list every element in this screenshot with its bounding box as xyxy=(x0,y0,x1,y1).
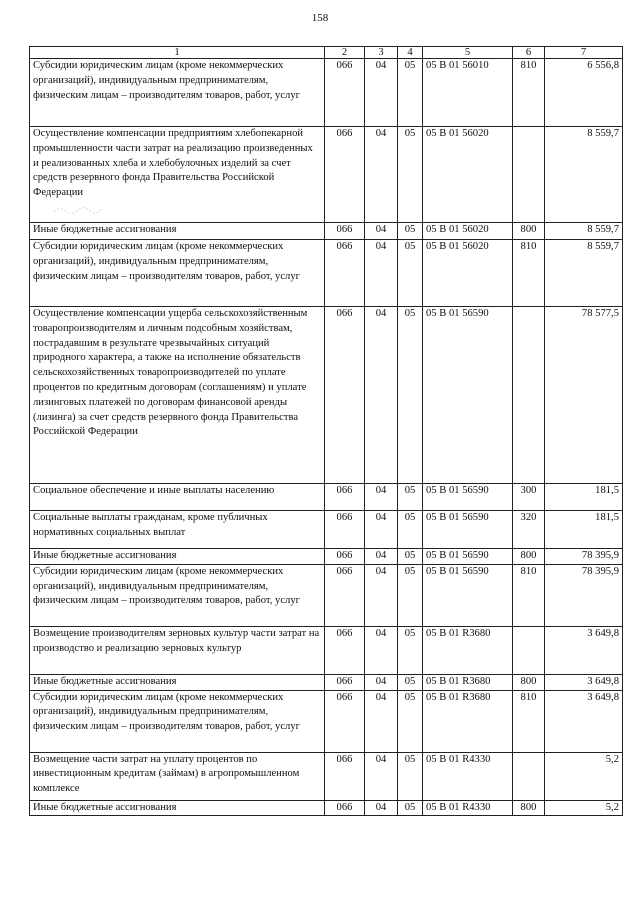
row-pr: 05 xyxy=(398,626,423,674)
row-pr: 05 xyxy=(398,511,423,549)
row-pr: 05 xyxy=(398,307,423,484)
header-col-4: 4 xyxy=(398,47,423,59)
row-pr: 05 xyxy=(398,674,423,690)
row-pr: 05 xyxy=(398,752,423,800)
table-row xyxy=(30,240,623,307)
row-sum: 181,5 xyxy=(545,484,623,511)
row-name: Осуществление компенсации ущерба сельскохозяйственным товаропроизводителям и личным подсобным хозяйствам, пострадавшим в результате чрезвычайных ситуаций природного характера, а также на исполнение обязательств сельскохозяйственных товаропроизводителей по уплате процентов по кредитным договорам (соглашениям) и уплате лизинговых платежей по договорам финансовой аренды (лизинга) за счет средств резервного фонда Правительства Российской Федерации xyxy=(30,307,325,484)
row-vr: 810 xyxy=(513,690,545,752)
row-vr: 300 xyxy=(513,484,545,511)
row-sum: 78 577,5 xyxy=(545,307,623,484)
row-ved: 066 xyxy=(325,127,365,223)
row-pr: 05 xyxy=(398,127,423,223)
row-csr: 05 В 01 R4330 xyxy=(423,752,513,800)
row-sum: 6 556,8 xyxy=(545,59,623,127)
header-col-5: 5 xyxy=(423,47,513,59)
row-csr: 05 В 01 R3680 xyxy=(423,690,513,752)
row-ved: 066 xyxy=(325,564,365,626)
row-sum: 78 395,9 xyxy=(545,549,623,565)
table-row xyxy=(30,690,623,752)
row-pr: 05 xyxy=(398,223,423,240)
row-name: Субсидии юридическим лицам (кроме некоммерческих организаций), индивидуальным предпринимателям, физическим лицам – производителям товаров, работ, услуг xyxy=(30,240,325,307)
header-col-7: 7 xyxy=(545,47,623,59)
row-rz: 04 xyxy=(365,59,398,127)
table-row xyxy=(30,674,623,690)
row-sum: 3 649,8 xyxy=(545,674,623,690)
row-rz: 04 xyxy=(365,484,398,511)
page-number: 158 xyxy=(311,12,329,24)
row-ved: 066 xyxy=(325,800,365,816)
row-csr: 05 В 01 56010 xyxy=(423,59,513,127)
table-row xyxy=(30,223,623,240)
table-row xyxy=(30,59,623,127)
row-rz: 04 xyxy=(365,626,398,674)
row-name: Иные бюджетные ассигнования xyxy=(30,549,325,565)
row-vr: 810 xyxy=(513,59,545,127)
row-rz: 04 xyxy=(365,752,398,800)
row-ved: 066 xyxy=(325,511,365,549)
header-col-1: 1 xyxy=(30,47,325,59)
table-row xyxy=(30,511,623,549)
row-rz: 04 xyxy=(365,240,398,307)
table-row xyxy=(30,752,623,800)
row-csr: 05 В 01 56590 xyxy=(423,307,513,484)
row-csr: 05 В 01 56020 xyxy=(423,240,513,307)
row-vr xyxy=(513,307,545,484)
row-pr: 05 xyxy=(398,59,423,127)
row-ved: 066 xyxy=(325,626,365,674)
row-sum: 78 395,9 xyxy=(545,564,623,626)
row-vr: 800 xyxy=(513,223,545,240)
row-rz: 04 xyxy=(365,511,398,549)
row-name: Осуществление компенсации предприятиям хлебопекарной промышленности части затрат на реализацию произведенных и реализованных хлеба и хлебобулочных изделий за счет средств резервного фонда Правительства Российской Федерации xyxy=(30,127,325,223)
row-csr: 05 В 01 56590 xyxy=(423,564,513,626)
row-sum: 8 559,7 xyxy=(545,127,623,223)
table-row xyxy=(30,800,623,816)
row-sum: 3 649,8 xyxy=(545,690,623,752)
row-csr: 05 В 01 R4330 xyxy=(423,800,513,816)
row-csr: 05 В 01 56020 xyxy=(423,223,513,240)
table-row xyxy=(30,564,623,626)
row-sum: 5,2 xyxy=(545,800,623,816)
table-row xyxy=(30,549,623,565)
row-name: Возмещение производителям зерновых культур части затрат на производство и реализацию зерновых культур xyxy=(30,626,325,674)
row-sum: 8 559,7 xyxy=(545,223,623,240)
row-ved: 066 xyxy=(325,674,365,690)
row-vr xyxy=(513,626,545,674)
header-col-6: 6 xyxy=(513,47,545,59)
header-col-2: 2 xyxy=(325,47,365,59)
row-rz: 04 xyxy=(365,127,398,223)
row-name: Субсидии юридическим лицам (кроме некоммерческих организаций), индивидуальным предпринимателям, физическим лицам – производителям товаров, работ, услуг xyxy=(30,59,325,127)
row-rz: 04 xyxy=(365,307,398,484)
row-ved: 066 xyxy=(325,240,365,307)
table-row xyxy=(30,307,623,484)
row-ved: 066 xyxy=(325,549,365,565)
row-rz: 04 xyxy=(365,564,398,626)
header-row xyxy=(30,47,623,59)
table-row xyxy=(30,127,623,223)
row-ved: 066 xyxy=(325,307,365,484)
row-rz: 04 xyxy=(365,223,398,240)
row-pr: 05 xyxy=(398,800,423,816)
row-vr: 800 xyxy=(513,549,545,565)
row-sum: 8 559,7 xyxy=(545,240,623,307)
row-pr: 05 xyxy=(398,564,423,626)
budget-table xyxy=(29,46,623,816)
row-vr xyxy=(513,127,545,223)
row-rz: 04 xyxy=(365,690,398,752)
row-name: Субсидии юридическим лицам (кроме некоммерческих организаций), индивидуальным предпринимателям, физическим лицам – производителям товаров, работ, услуг xyxy=(30,564,325,626)
row-name: Социальные выплаты гражданам, кроме публичных нормативных социальных выплат xyxy=(30,511,325,549)
header-col-3: 3 xyxy=(365,47,398,59)
row-vr xyxy=(513,752,545,800)
row-name: Иные бюджетные ассигнования xyxy=(30,223,325,240)
row-pr: 05 xyxy=(398,484,423,511)
row-csr: 05 В 01 56020 xyxy=(423,127,513,223)
row-name: Иные бюджетные ассигнования xyxy=(30,800,325,816)
row-pr: 05 xyxy=(398,240,423,307)
row-ved: 066 xyxy=(325,690,365,752)
row-sum: 5,2 xyxy=(545,752,623,800)
row-ved: 066 xyxy=(325,752,365,800)
row-vr: 810 xyxy=(513,240,545,307)
row-ved: 066 xyxy=(325,223,365,240)
row-csr: 05 В 01 56590 xyxy=(423,511,513,549)
row-sum: 3 649,8 xyxy=(545,626,623,674)
table-row xyxy=(30,626,623,674)
row-vr: 800 xyxy=(513,800,545,816)
row-vr: 320 xyxy=(513,511,545,549)
row-csr: 05 В 01 56590 xyxy=(423,484,513,511)
row-name: Субсидии юридическим лицам (кроме некоммерческих организаций), индивидуальным предпринимателям, физическим лицам – производителям товаров, работ, услуг xyxy=(30,690,325,752)
row-rz: 04 xyxy=(365,674,398,690)
table-row xyxy=(30,484,623,511)
row-csr: 05 В 01 R3680 xyxy=(423,626,513,674)
row-pr: 05 xyxy=(398,549,423,565)
row-vr: 800 xyxy=(513,674,545,690)
row-rz: 04 xyxy=(365,800,398,816)
row-name: Возмещение части затрат на уплату процентов по инвестиционным кредитам (займам) в агропромышленном комплексе xyxy=(30,752,325,800)
row-pr: 05 xyxy=(398,690,423,752)
row-name: Иные бюджетные ассигнования xyxy=(30,674,325,690)
row-sum: 181,5 xyxy=(545,511,623,549)
row-csr: 05 В 01 R3680 xyxy=(423,674,513,690)
row-ved: 066 xyxy=(325,59,365,127)
row-vr: 810 xyxy=(513,564,545,626)
row-name: Социальное обеспечение и иные выплаты населению xyxy=(30,484,325,511)
row-ved: 066 xyxy=(325,484,365,511)
row-csr: 05 В 01 56590 xyxy=(423,549,513,565)
row-rz: 04 xyxy=(365,549,398,565)
